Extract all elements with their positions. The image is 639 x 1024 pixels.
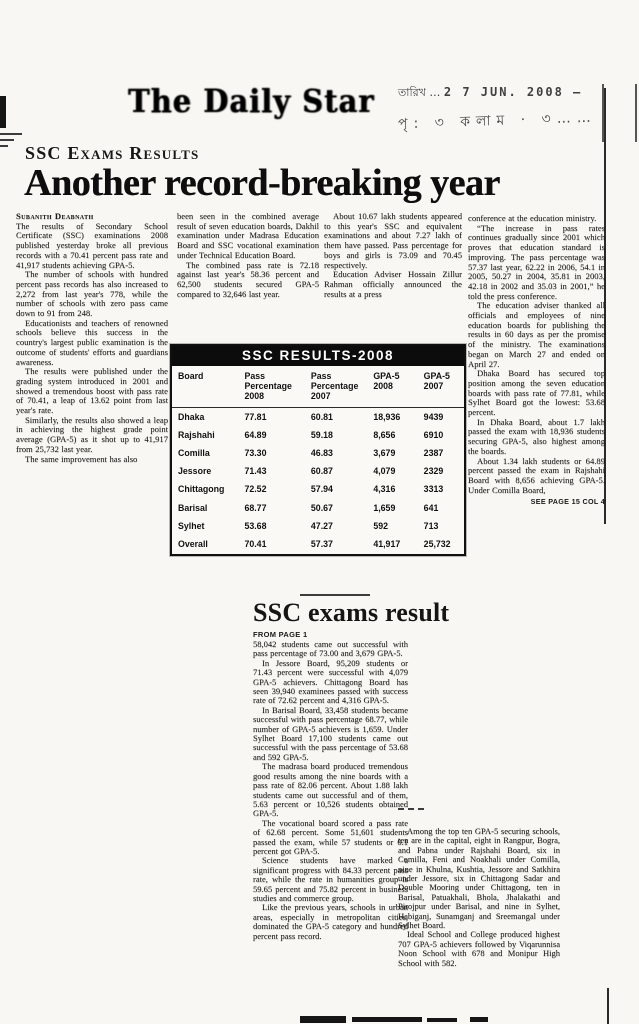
table-cell: Chittagong: [178, 484, 225, 495]
table-row: [172, 499, 464, 517]
table-header-cell: Board: [172, 366, 238, 408]
table-cell: Comilla: [178, 447, 210, 458]
scan-artifact-dash: [398, 808, 424, 810]
table-cell: 41,917: [373, 538, 401, 549]
paragraph: In Jessore Board, 95,209 students or 71.43 percent were successful with 4,079 GPA-5 achievers. Chittagong Board has seen 39,940 examinees passed with success rate of 72.62 percent and 4,316 GPA-5.: [253, 657, 408, 706]
table-cell: 59.18: [310, 429, 333, 440]
scan-artifact-bottom-bar: [352, 1017, 422, 1022]
article1-column-1: [16, 212, 168, 464]
table-header-cell: Pass Percentage 2007: [305, 366, 367, 408]
paragraph: The combined pass rate is 72.18 against last year's 58.36 percent and 62,500 students secured GPA-5 compared to 32,646 last year.: [177, 259, 319, 299]
scan-artifact-dash: [0, 139, 14, 141]
paragraph: 58,042 students came out successful with pass percentage of 73.00 and 3,679 GPA-5.: [253, 639, 408, 659]
table-cell: 641: [423, 502, 439, 513]
paragraph: The madrasa board produced tremendous good results among the nine boards with a pass rate of 82.06 percent. About 1.88 lakh students came out successful and of them, 5.63 percent or 10,526 students obtained GPA-5.: [253, 761, 408, 819]
masthead-title: The Daily Star: [128, 82, 375, 120]
table-row: [172, 517, 464, 535]
table-cell: 2329: [423, 466, 444, 477]
table-cell: 6910: [423, 429, 444, 440]
table-cell: 4,316: [373, 484, 396, 495]
paragraph: About 10.67 lakh students appeared to this year's SSC and equivalent examinations and about 7.27 lakh of them have passed. Pass percentage for boys and girls is 73.09 and 70.45 respectively.: [324, 212, 462, 270]
table-cell: 72.52: [244, 484, 267, 495]
scan-artifact-bottom-bar: [427, 1018, 457, 1022]
paragraph: The results were published under the grading system introduced in 2001 and showed a tremendous boost with pass rate of 70.41, a leap of 13.62 point from last year's rate.: [16, 366, 168, 416]
article2-column-2: [398, 827, 560, 968]
table-cell: 18,936: [373, 411, 401, 422]
date-stamp: [398, 84, 604, 142]
table-cell: 71.43: [244, 466, 267, 477]
table-cell: 47.27: [310, 520, 333, 531]
scan-artifact-left-bar: [0, 96, 6, 128]
results-table-title: SSC RESULTS-2008: [172, 346, 464, 366]
paragraph: The number of schools with hundred percent pass records has also increased to 2,272 from last year's 778, while the number of schools with zero pass came down to 91 from 248.: [16, 269, 168, 319]
paragraph: Ideal School and College produced highest 707 GPA-5 achievers followed by Viqarunnisa Noon School with 678 and Monipur High School with 582.: [398, 929, 560, 968]
table-header-cell: Pass Percentage 2008: [238, 366, 304, 408]
table-header-row: [172, 366, 464, 408]
table-cell: 3313: [423, 484, 444, 495]
kicker: SSC Exams Results: [25, 143, 200, 163]
paragraph: About 1.34 lakh students or 64.89 percent passed the exam in Rajshahi Board with 8,656 achieving GPA-5. Under Comilla Board,: [468, 455, 605, 495]
table-cell: 64.89: [244, 429, 267, 440]
table-row: [172, 463, 464, 481]
table-cell: Barisal: [178, 502, 208, 513]
table-cell: 3,679: [373, 447, 396, 458]
scan-artifact-dash: [0, 145, 8, 147]
paragraph: Like the previous years, schools in urban areas, especially in metropolitan cities, dominated the GPA-5 category and hundred percent pass record.: [253, 902, 408, 941]
table-cell: 25,732: [423, 538, 451, 549]
table-cell: 70.41: [244, 538, 267, 549]
scan-artifact-dash: [0, 133, 22, 135]
stamp-line2: পৃ: ৩ কলাম · ৩……: [397, 109, 597, 133]
table-cell: 592: [373, 520, 389, 531]
table-cell: 713: [423, 520, 439, 531]
paragraph: Dhaka Board has secured top position among the seven education boards with pass rate of 77.81, while Sylhet Board got the lowest: 53.68 percent.: [468, 368, 605, 418]
paragraph: been seen in the combined average result of seven education boards, Dakhil examination under Madrasa Education Board and SSC vocational examination under Technical Education Board.: [177, 212, 319, 260]
paragraph: The vocational board scored a pass rate of 62.68 percent. Some 51,601 students passed the exam, while 57 students or 0.1 percent got GPA-5.: [253, 817, 408, 856]
table-row: [172, 426, 464, 444]
results-table-grid: [172, 366, 464, 554]
table-cell: Dhaka: [178, 411, 205, 422]
article1-column-4: [468, 214, 605, 506]
table-row: [172, 408, 464, 427]
article2-column-1: [253, 640, 408, 941]
table-cell: 9439: [423, 411, 444, 422]
table-cell: 57.94: [310, 484, 333, 495]
table-cell: 60.81: [310, 411, 333, 422]
scan-artifact-rule: [300, 594, 370, 596]
table-header-cell: GPA-5 2008: [367, 366, 417, 408]
jump-headline: SSC exams result: [253, 598, 450, 627]
paragraph: The same improvement has also: [25, 453, 138, 464]
table-cell: 77.81: [244, 411, 267, 422]
article1-column-3: [324, 212, 462, 340]
table-row: [172, 535, 464, 553]
stamp-date: 2 7 JUN. 2008 —: [443, 85, 583, 99]
paragraph: Similarly, the results also showed a leap in achieving the highest grade point average (GPA-5) as it shot up to 41,917 from 25,732 last year.: [16, 414, 168, 454]
table-cell: 4,079: [373, 466, 396, 477]
paragraph: Educationists and teachers of renowned schools believe this success in the country's largest public examination is the outcome of students' efforts and guardians awareness.: [16, 317, 168, 367]
scan-edge-line: [635, 84, 637, 142]
table-cell: Overall: [178, 538, 208, 549]
paragraph: conference at the education ministry.: [468, 213, 597, 223]
table-cell: 68.77: [244, 502, 267, 513]
byline: Subanith Deabnath: [16, 211, 94, 221]
scan-artifact-bottom-bar: [300, 1016, 346, 1023]
table-cell: 8,656: [373, 429, 396, 440]
scan-edge-line: [607, 988, 609, 1024]
table-cell: 50.67: [310, 502, 333, 513]
table-row: [172, 481, 464, 499]
table-cell: 60.87: [310, 466, 333, 477]
table-cell: 57.37: [310, 538, 333, 549]
paragraph: Among the top ten GPA-5 securing schools, ten are in the capital, eight in Rangpur, Bogra, and Pabna under Rajshahi Board, six in Comilla, Feni and Noakhali under Comilla, nine in Khulna, Kushtia, Jessore and Satkhira under Jessore, six in Chittagong Sadar and Double Mooring under Chittagong, ten in Barisal, Patuakhali, Bhola, Jhalakathi and Pirojpur under Barisal, and nine in Sylhet, Habiganj, Sunamganj and Sreemangal under Sylhet Board.: [398, 826, 560, 931]
article1-column-2: [177, 212, 319, 340]
continuation-note: SEE PAGE 15 COL 4: [530, 497, 605, 507]
results-table: [170, 344, 466, 556]
table-header-cell: GPA-5 2007: [418, 366, 464, 408]
stamp-date-label: তারিখ …: [398, 86, 441, 99]
scan-artifact-bottom-bar: [470, 1017, 488, 1022]
paragraph: Science students have marked a significant progress with 84.33 percent pass rate, while the rate in humanities group is 59.65 percent and 75.82 percent in business studies and commerce group.: [253, 855, 408, 903]
paragraph: In Barisal Board, 33,458 students became successful with pass percentage 68.77, while number of GPA-5 achievers is 1,659. Under Sylhet Board 17,100 students came out successful with the pass percentage of 53.68 and 592 GPA-5.: [253, 704, 408, 762]
table-cell: 2387: [423, 447, 444, 458]
table-cell: Rajshahi: [178, 429, 215, 440]
table-cell: 53.68: [244, 520, 267, 531]
paragraph: Education Adviser Hossain Zillur Rahman officially announced the results at a press: [324, 269, 462, 299]
table-cell: Jessore: [178, 466, 212, 477]
from-page-label: FROM PAGE 1: [253, 630, 308, 639]
paragraph: “The increase in pass rates continues gradually since 2001 which proves that education standard is improving. The pass percentage was 57.37 last year, 62.22 in 2006, 54.1 in 2005, 50.27 in 2004, 35.81 in 2003, 42.18 in 2002 and 35.03 in 2001,” he told the press conference.: [468, 222, 605, 301]
table-cell: 46.83: [310, 447, 333, 458]
table-cell: 1,659: [373, 502, 396, 513]
paragraph: In Dhaka Board, about 1.7 lakh passed the exam with 18,936 students securing GPA-5, also highest among the boards.: [468, 416, 605, 456]
paragraph: The education adviser thanked all officials and employees of nine education boards for publishing the results in 60 days as per the promise of the ministry. The examinations began on March 27 and ended on April 27.: [468, 300, 605, 369]
table-cell: 73.30: [244, 447, 267, 458]
table-row: [172, 444, 464, 462]
paragraph: The results of Secondary School Certificate (SSC) examinations 2008 published yesterday broke all previous records with a 70.41 percent pass rate and 41,917 students achieving GPA-5.: [16, 220, 168, 270]
page-headline: Another record-breaking year: [24, 162, 500, 204]
stamp-line1: [398, 84, 596, 103]
table-cell: Sylhet: [178, 520, 205, 531]
